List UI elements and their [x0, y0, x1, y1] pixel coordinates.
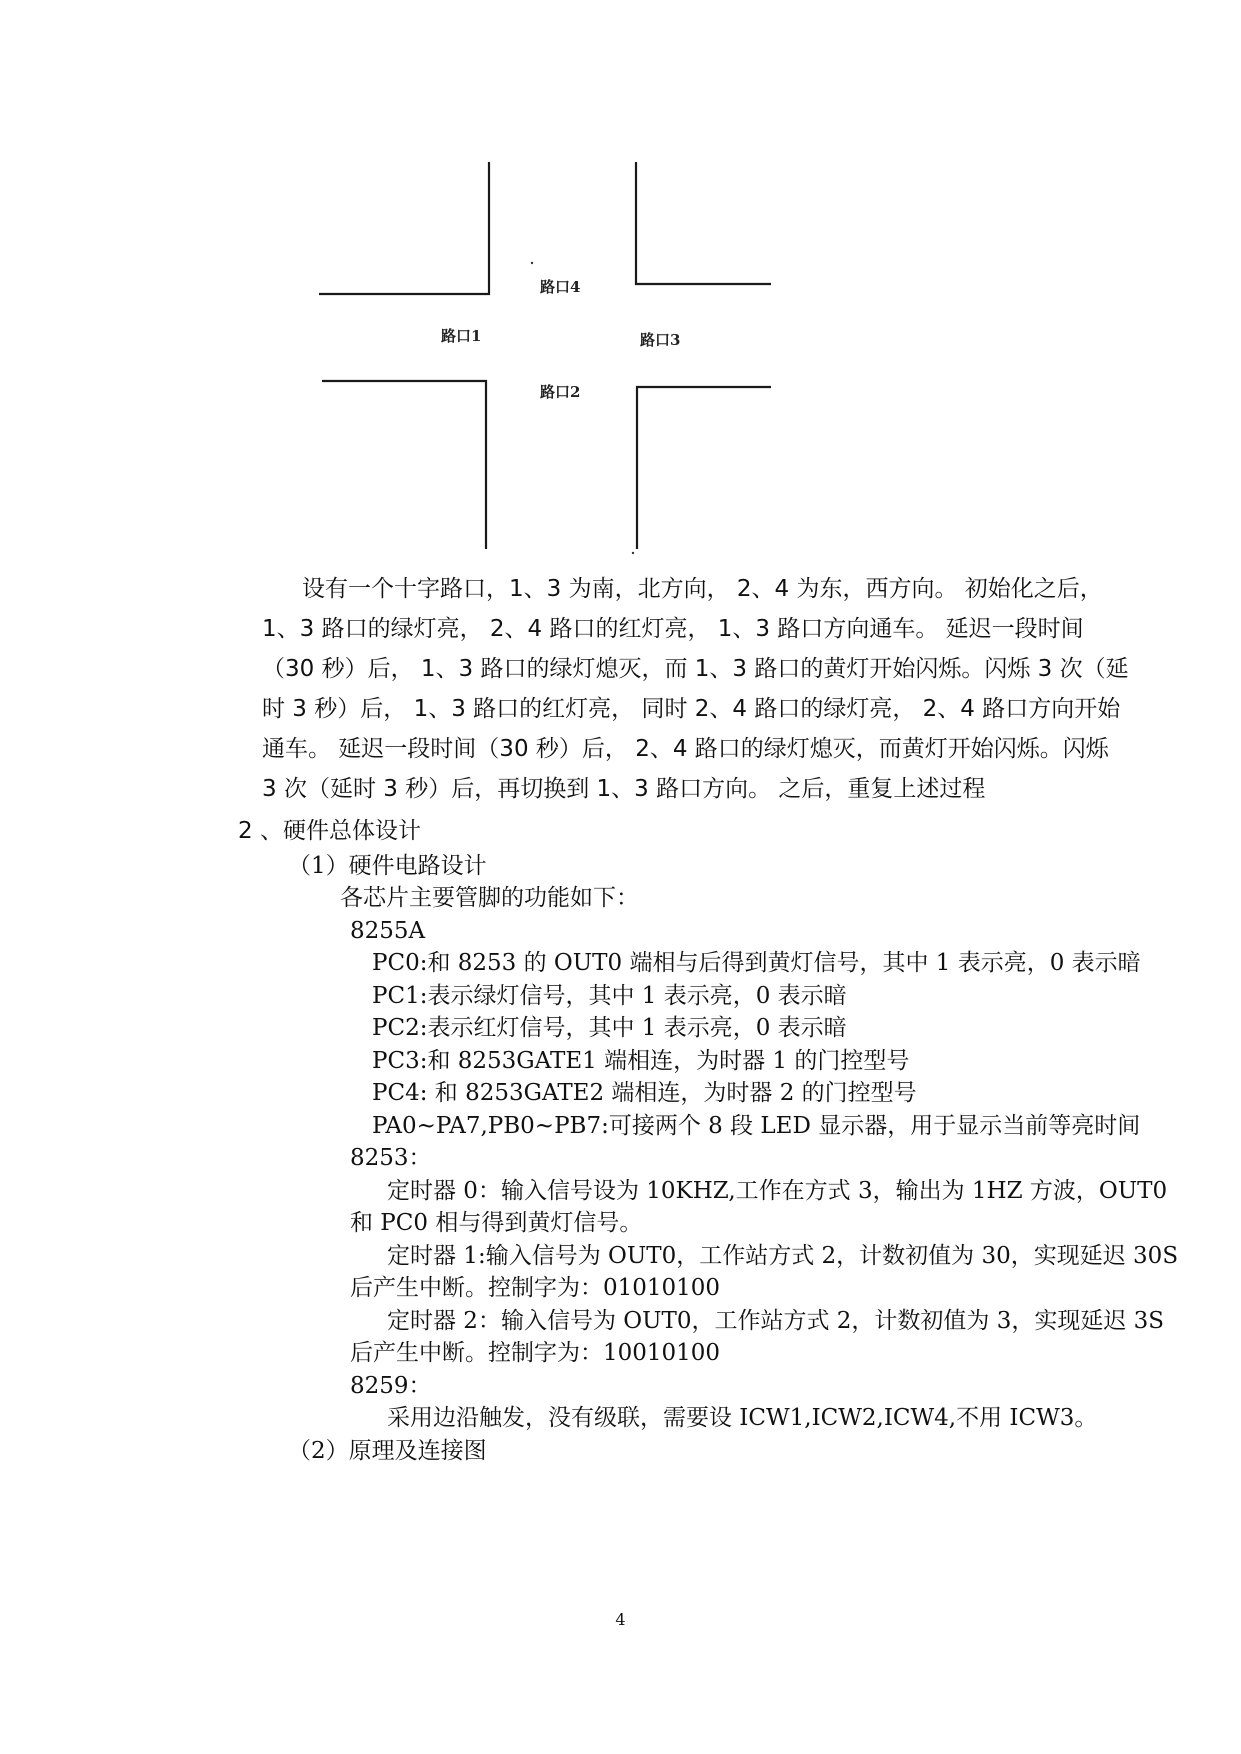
page-number: 4: [615, 1610, 626, 1629]
intro-line: 设有一个十字路口，1、3 为南，北方向， 2、4 为东，西方向。 初始化之后，: [302, 576, 1103, 602]
intro-line: 时 3 秒）后， 1、3 路口的红灯亮， 同时 2、4 路口的绿灯亮， 2、4 路口方向开始: [262, 696, 1121, 722]
pin-pc0: PC0:和 8253 的 OUT0 端相与后得到黄灯信号，其中 1 表示亮，0 表示暗: [372, 950, 1141, 976]
intro-line: 通车。 延迟一段时间（30 秒）后， 2、4 路口的绿灯熄灭，而黄灯开始闪烁。闪烁: [262, 736, 1109, 762]
timer-2-line-2: 后产生中断。控制字为：10010100: [350, 1340, 721, 1366]
crossroad-label-4: 路口4: [540, 278, 581, 296]
timer-0-line-1: 定时器 0：输入信号设为 10KHZ,工作在方式 3，输出为 1HZ 方波，OUT0: [387, 1178, 1168, 1204]
intro-line: 3 次（延时 3 秒）后，再切换到 1、3 路口方向。 之后，重复上述过程: [262, 776, 986, 802]
road-edge-ne: [636, 162, 771, 284]
section-heading: 2 、硬件总体设计: [238, 818, 421, 844]
pin-pc4: PC4: 和 8253GATE2 端相连，为时器 2 的门控型号: [372, 1080, 917, 1106]
road-edge-se: [637, 387, 771, 549]
crossroad-diagram: [0, 0, 1241, 580]
timer-0-line-2: 和 PC0 相与得到黄灯信号。: [350, 1210, 643, 1236]
marker-dot: [632, 552, 634, 554]
timer-1-line-1: 定时器 1:输入信号为 OUT0，工作站方式 2，计数初值为 30，实现延迟 30S: [387, 1243, 1179, 1269]
intro-line: （30 秒）后， 1、3 路口的绿灯熄灭，而 1、3 路口的黄灯开始闪烁。闪烁 3 次（延: [262, 656, 1129, 682]
intro-line: 1、3 路口的绿灯亮， 2、4 路口的红灯亮， 1、3 路口方向通车。 延迟一段时间: [262, 616, 1084, 642]
pin-pc3: PC3:和 8253GATE1 端相连，为时器 1 的门控型号: [372, 1048, 910, 1074]
subsection-heading: （1）硬件电路设计: [288, 853, 487, 879]
crossroad-label-1: 路口1: [441, 327, 482, 345]
road-edge-sw: [322, 381, 486, 549]
timer-2-line-1: 定时器 2：输入信号为 OUT0，工作站方式 2，计数初值为 3，实现延迟 3S: [387, 1308, 1165, 1334]
pin-pc1: PC1:表示绿灯信号，其中 1 表示亮，0 表示暗: [372, 983, 847, 1009]
chip-heading-8255a: 8255A: [350, 918, 426, 944]
marker-dot: [531, 262, 533, 264]
chip-8259-desc: 采用边沿触发，没有级联，需要设 ICW1,ICW2,ICW4,不用 ICW3。: [387, 1405, 1098, 1431]
chip-intro: 各芯片主要管脚的功能如下：: [340, 885, 639, 911]
road-edge-nw: [319, 162, 489, 294]
pin-pc2: PC2:表示红灯信号，其中 1 表示亮，0 表示暗: [372, 1015, 847, 1041]
crossroad-label-3: 路口3: [640, 331, 681, 349]
crossroad-label-2: 路口2: [540, 383, 581, 401]
timer-1-line-2: 后产生中断。控制字为：01010100: [350, 1275, 721, 1301]
chip-heading-8253: 8253：: [350, 1145, 432, 1171]
pin-pa-pb: PA0~PA7,PB0~PB7:可接两个 8 段 LED 显示器，用于显示当前等亮时间: [372, 1113, 1141, 1139]
intro-paragraph: [262, 569, 1182, 809]
subsection-heading: （2）原理及连接图: [288, 1438, 487, 1464]
chip-heading-8259: 8259：: [350, 1373, 432, 1399]
